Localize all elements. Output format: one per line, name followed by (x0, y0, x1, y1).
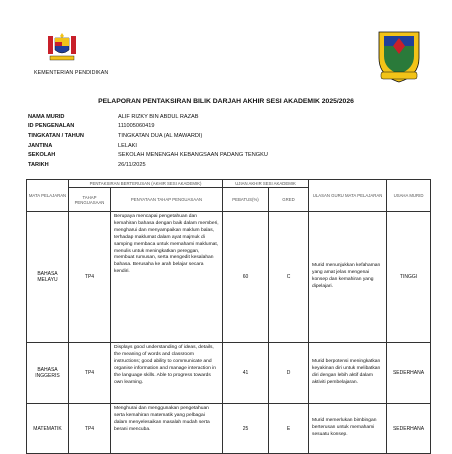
subject-cell: BAHASA INGGERIS (27, 343, 69, 404)
subject-cell: BAHASA MELAYU (27, 212, 69, 343)
info-value: TINGKATAN DUA (AL MAWARDI) (118, 132, 203, 139)
info-value: SEKOLAH MENENGAH KEBANGSAAN PADANG TENGKU (118, 152, 268, 159)
info-row (28, 150, 268, 160)
score-cell: 41 (223, 343, 269, 404)
header-pbd-group: PENTAKSIRAN BERTERUSAN (AKHIR SESI AKADEMIK) (69, 180, 223, 188)
table-row (27, 343, 431, 404)
info-label: SEKOLAH (28, 152, 56, 159)
grade-cell: E (269, 404, 309, 454)
header-level: TAHAP PENGUASAAN (69, 188, 111, 212)
effort-cell: SEDERHANA (387, 343, 431, 404)
comment-cell: Murid memerlukan bimbingan berterusan untuk memahami sesuatu konsep. (309, 404, 387, 454)
info-row (28, 122, 268, 132)
comment-cell: Murid menunjukkan kefahaman yang amat jelas mengenai konsep dan kemahiran yang dipelajari. (309, 212, 387, 343)
header-grade: GRED (269, 188, 309, 212)
grade-cell: D (269, 343, 309, 404)
assessment-table (26, 179, 431, 454)
table-row (27, 404, 431, 454)
info-label: NAMA MURID (28, 113, 65, 120)
subject-cell: MATEMATIK (27, 404, 69, 454)
info-label: TINGKATAN / TAHUN (28, 132, 84, 139)
level-cell: TP4 (69, 212, 111, 343)
score-cell: 25 (223, 404, 269, 454)
info-label: TARIKH (28, 161, 49, 168)
info-value: 26/11/2025 (118, 161, 146, 168)
state-emblem-icon (374, 24, 424, 84)
header-effort: USAHA MURID (387, 180, 431, 212)
grade-cell: C (269, 212, 309, 343)
header-desc: PENYATAAN TAHAP PENGUASAAN (111, 188, 223, 212)
info-row (28, 112, 268, 122)
header-score: PEBATUS(%) (223, 188, 269, 212)
header-comment: ULASAN GURU MATA PELAJARAN (309, 180, 387, 212)
effort-cell: TINGGI (387, 212, 431, 343)
info-label: JANTINA (28, 142, 53, 149)
score-cell: 60 (223, 212, 269, 343)
info-value: ALIF RIZKY BIN ABDUL RAZAB (118, 113, 199, 120)
effort-cell: SEDERHANA (387, 404, 431, 454)
info-label: ID PENGENALAN (28, 123, 75, 130)
info-row (28, 131, 268, 141)
table-row (27, 212, 431, 343)
info-value: 111005060419 (118, 123, 155, 130)
report-title: PELAPORAN PENTAKSIRAN BILIK DARJAH AKHIR SESI AKADEMIK 2025/2026 (98, 98, 354, 105)
ministry-name: KEMENTERIAN PENDIDIKAN (34, 70, 109, 76)
desc-cell: Menghurai dan menggunakan pengetahuan serta kemahiran matematik yang pelbagai dalam menyelesaikan masalah mudah serta berani mencuba. (111, 404, 223, 454)
comment-cell: Murid berpotensi meningkatkan keyakinan diri untuk melibatkan diri dengan lebih aktif dalam aktiviti pembelajaran. (309, 343, 387, 404)
level-cell: TP4 (69, 404, 111, 454)
desc-cell: Displays good understanding of ideas, details, the meaning of words and classroom instructions; good ability to communicate and organise information and manage interaction in the language skills. Able to progress towards own learning. (111, 343, 223, 404)
info-row (28, 160, 268, 170)
info-row (28, 141, 268, 151)
header-exam-group: UJIAN AKHIR SESI AKADEMIK (223, 180, 309, 188)
student-info (28, 112, 268, 170)
national-crest-icon (44, 30, 80, 64)
desc-cell: Berupaya mencapai pengetahuan dan kemahiran bahasa dengan baik dalam memberi, mengharui dan menyampaikan maklum balas, terhadap maklumat dalam ayat majmuk di samping membaca untuk memahami maklumat, menulis untuk meningkatkan pereggan, membuat rumusan, serta mengedit kesalahan bahasa. Berusaha ke arah belajar secara kendiri. (111, 212, 223, 343)
level-cell: TP4 (69, 343, 111, 404)
header-subject: MATA PELAJARAN (27, 180, 69, 212)
info-value: LELAKI (118, 142, 137, 149)
